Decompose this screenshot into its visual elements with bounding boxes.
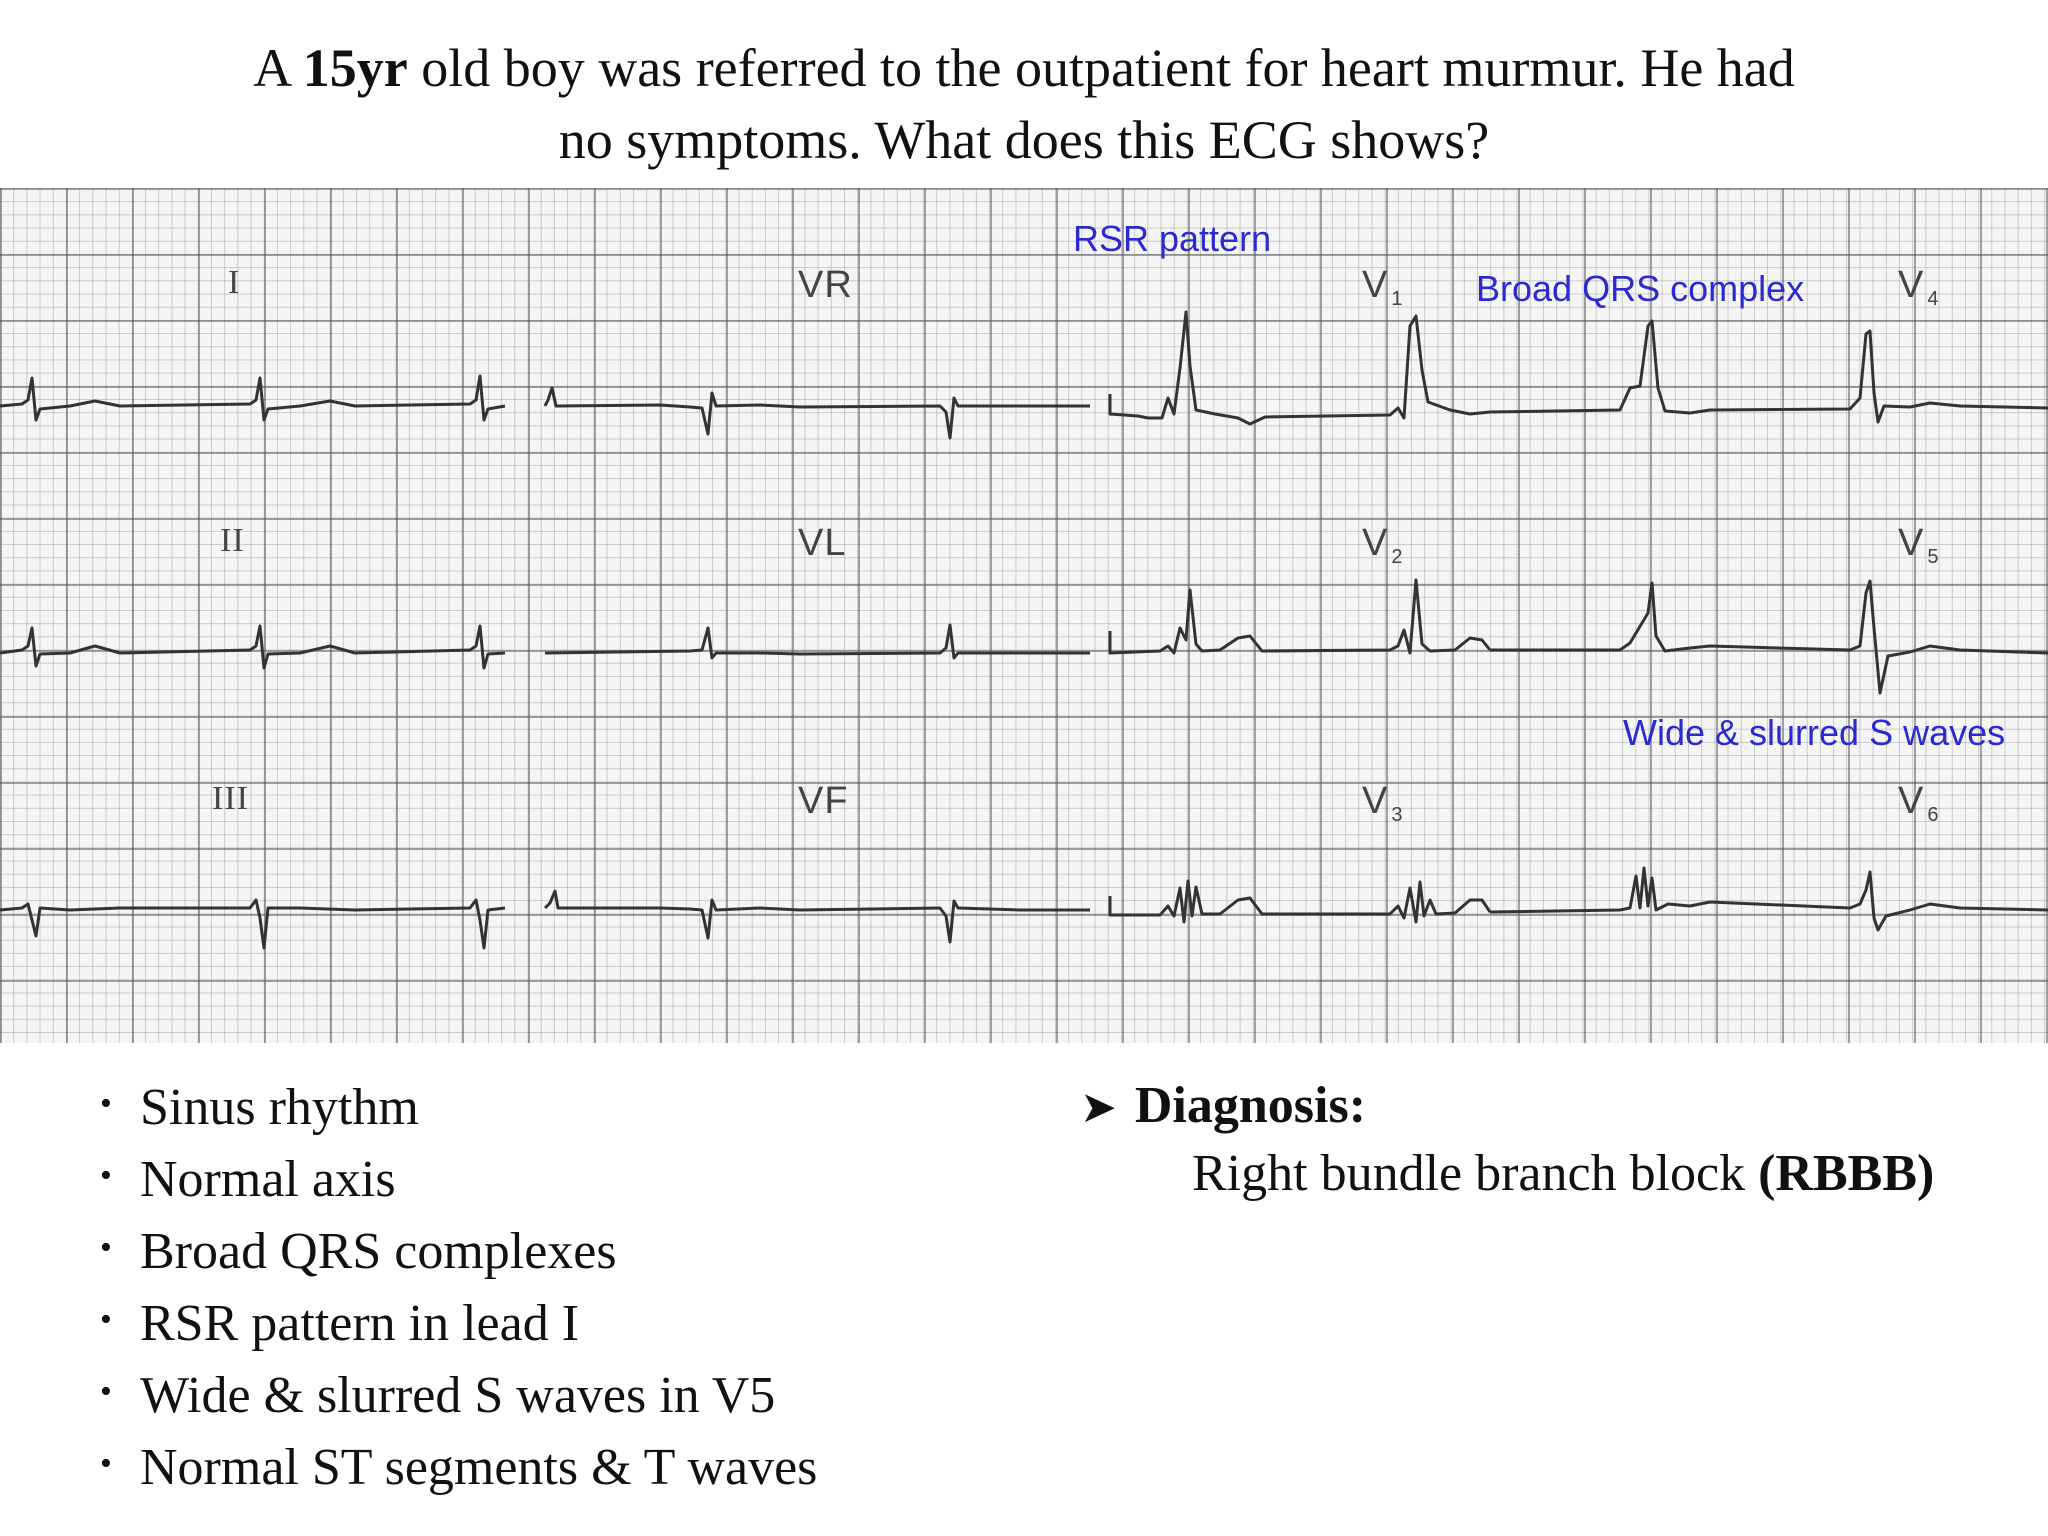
annotation-wide-s-waves: Wide & slurred S waves xyxy=(1623,712,2006,753)
annotation-broad-qrs: Broad QRS complex xyxy=(1476,268,1805,309)
finding-item: • Broad QRS complexes xyxy=(100,1214,817,1286)
trace-lead-III xyxy=(0,900,505,948)
title-age: 15yr xyxy=(302,38,408,98)
trace-lead-I xyxy=(0,376,505,420)
trace-lead-II xyxy=(0,626,505,668)
bullet-icon: • xyxy=(100,1373,112,1410)
lead-label-VF: VF xyxy=(798,780,849,822)
title-line2: no symptoms. What does this ECG shows? xyxy=(558,110,1490,170)
trace-lead-VF xyxy=(545,891,1090,942)
lead-label-V6: V $_6$ xyxy=(1898,780,1940,826)
bullet-icon: • xyxy=(100,1229,112,1266)
lead-label-VL: VL xyxy=(798,522,847,564)
bullet-icon: • xyxy=(100,1157,112,1194)
lead-label-V2: V $_2$ xyxy=(1362,522,1404,568)
bullet-icon: • xyxy=(100,1085,112,1122)
bullet-icon: • xyxy=(100,1445,112,1482)
diagnosis-text: Right bundle branch block xyxy=(1192,1145,1759,1202)
diagnosis-heading xyxy=(1080,1072,1366,1142)
diagnosis-label: Diagnosis: xyxy=(1134,1077,1367,1134)
findings-list xyxy=(100,1070,817,1502)
diagnosis-abbrev: (RBBB) xyxy=(1758,1145,1935,1202)
trace-lead-V5 xyxy=(1490,581,2048,693)
trace-lead-V3 xyxy=(1110,881,1490,922)
trace-lead-V2 xyxy=(1110,580,1490,653)
trace-lead-V1 xyxy=(1110,312,1490,424)
lead-label-VR: VR xyxy=(798,264,853,306)
lead-label-II: II xyxy=(220,522,245,559)
bullet-icon: • xyxy=(100,1301,112,1338)
finding-item: • Normal axis xyxy=(100,1142,817,1214)
title-line1: old boy was referred to the outpatient for heart murmur. He had xyxy=(407,38,1795,98)
finding-item: • Normal ST segments & T waves xyxy=(100,1430,817,1502)
trace-lead-VR xyxy=(545,388,1090,438)
lead-label-III: III xyxy=(212,780,249,817)
finding-item: • RSR pattern in lead I xyxy=(100,1286,817,1358)
arrow-bullet-icon: ➤ xyxy=(1080,1083,1117,1132)
lead-label-V5: V $_5$ xyxy=(1898,522,1940,568)
finding-item: • Sinus rhythm xyxy=(100,1070,817,1142)
lead-label-I: I xyxy=(228,264,241,301)
ecg-traces xyxy=(0,188,2048,1043)
trace-lead-V4 xyxy=(1490,321,2048,422)
lead-label-V3: V $_3$ xyxy=(1362,780,1404,826)
finding-item: • Wide & slurred S waves in V5 xyxy=(100,1358,817,1430)
lead-label-V1: V $_1$ xyxy=(1362,264,1404,310)
diagnosis-value xyxy=(1192,1140,1934,1208)
question-title xyxy=(0,32,2048,176)
ecg-strip xyxy=(0,188,2048,1043)
annotation-rsr-pattern: RSR pattern xyxy=(1073,218,1272,259)
lead-label-V4: V $_4$ xyxy=(1898,264,1940,310)
title-prefix: A xyxy=(253,38,303,98)
trace-lead-V6 xyxy=(1490,868,2048,930)
trace-lead-VL xyxy=(545,625,1090,658)
